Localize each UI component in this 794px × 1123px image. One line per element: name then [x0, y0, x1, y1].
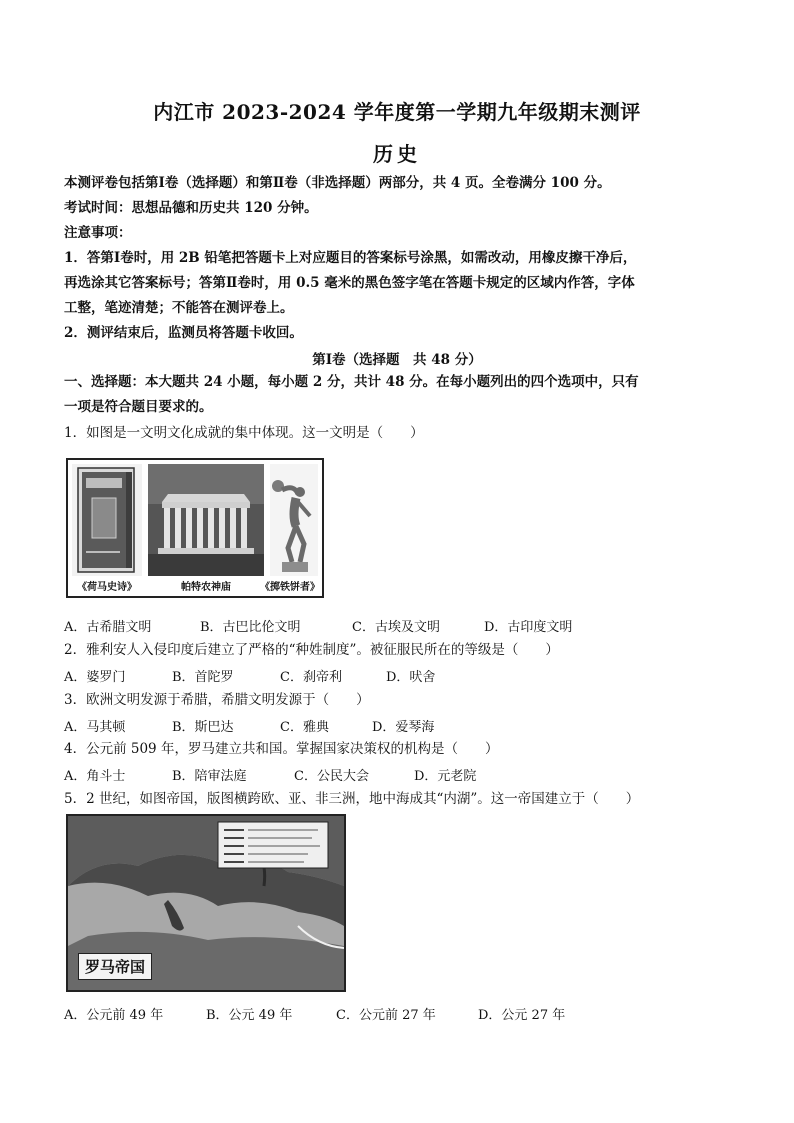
question-2-stem: 2．雅利安人入侵印度后建立了严格的“种姓制度”。被征服民所在的等级是（ ） [64, 642, 559, 658]
option-a: A．公元前 49 年 [64, 1008, 164, 1023]
discus-thrower-image [270, 464, 318, 576]
parthenon-image [148, 464, 264, 576]
option-a: A．马其顿 [64, 720, 126, 735]
option-d: D．元老院 [414, 769, 477, 784]
option-d: D．公元 27 年 [478, 1008, 566, 1023]
intro-line-1: 本测评卷包括第Ⅰ卷（选择题）和第Ⅱ卷（非选择题）两部分，共 4 页。全卷满分 100 分。 [64, 175, 611, 191]
exam-title: 内江市 2023-2024 学年度第一学期九年级期末测评 [153, 100, 641, 124]
option-a: A．角斗士 [64, 769, 126, 784]
option-d: D．吠舍 [386, 670, 436, 685]
section-heading: 第Ⅰ卷（选择题 共 48 分） [312, 352, 482, 368]
figure1-caption-1: 《荷马史诗》 [77, 582, 137, 593]
figure-roman-empire-map [66, 814, 346, 992]
notice-1c: 工整，笔迹清楚；不能答在测评卷上。 [64, 300, 294, 316]
map-title-label: 罗马帝国 [78, 953, 152, 980]
homer-epic-book-image [72, 464, 142, 576]
option-b: B．首陀罗 [172, 670, 234, 685]
figure-greek-culture [66, 458, 324, 598]
subject-title: 历史 [373, 142, 421, 166]
option-b: B．公元 49 年 [206, 1008, 293, 1023]
option-d: D．爱琴海 [372, 720, 435, 735]
section-instruction-a: 一、选择题：本大题共 24 小题，每小题 2 分，共计 48 分。在每小题列出的四个选项中，只有 [64, 374, 639, 390]
section-instruction-b: 一项是符合题目要求的。 [64, 399, 213, 415]
intro-line-2: 考试时间：思想品德和历史共 120 分钟。 [64, 200, 318, 216]
option-a: A．古希腊文明 [64, 620, 152, 635]
question-1-stem: 1．如图是一文明文化成就的集中体现。这一文明是（ ） [64, 425, 424, 441]
figure1-caption-2: 帕特农神庙 [181, 582, 231, 593]
question-4-stem: 4．公元前 509 年，罗马建立共和国。掌握国家决策权的机构是（ ） [64, 741, 499, 757]
option-b: B．陪审法庭 [172, 769, 247, 784]
notice-1a: 1．答第Ⅰ卷时，用 2B 铅笔把答题卡上对应题目的答案标号涂黑，如需改动，用橡皮擦干净后， [64, 250, 637, 266]
notice-2: 2．测评结束后，监测员将答题卡收回。 [64, 325, 303, 341]
option-b: B．斯巴达 [172, 720, 234, 735]
question-5-stem: 5．2 世纪，如图帝国，版图横跨欧、亚、非三洲，地中海成其“内湖”。这一帝国建立于（ ） [64, 791, 640, 807]
option-c: C．公民大会 [294, 769, 369, 784]
notice-1b: 再选涂其它答案标号；答第Ⅱ卷时，用 0.5 毫米的黑色签字笔在答题卡规定的区域内作答，字体 [64, 275, 635, 291]
option-d: D．古印度文明 [484, 620, 573, 635]
question-3-stem: 3．欧洲文明发源于希腊，希腊文明发源于（ ） [64, 692, 370, 708]
option-a: A．婆罗门 [64, 670, 126, 685]
option-c: C．公元前 27 年 [336, 1008, 436, 1023]
option-b: B．古巴比伦文明 [200, 620, 301, 635]
option-c: C．古埃及文明 [352, 620, 440, 635]
figure1-caption-3: 《掷铁饼者》 [260, 582, 320, 593]
option-c: C．雅典 [280, 720, 329, 735]
option-c: C．刹帝利 [280, 670, 342, 685]
notice-title: 注意事项： [64, 225, 132, 241]
